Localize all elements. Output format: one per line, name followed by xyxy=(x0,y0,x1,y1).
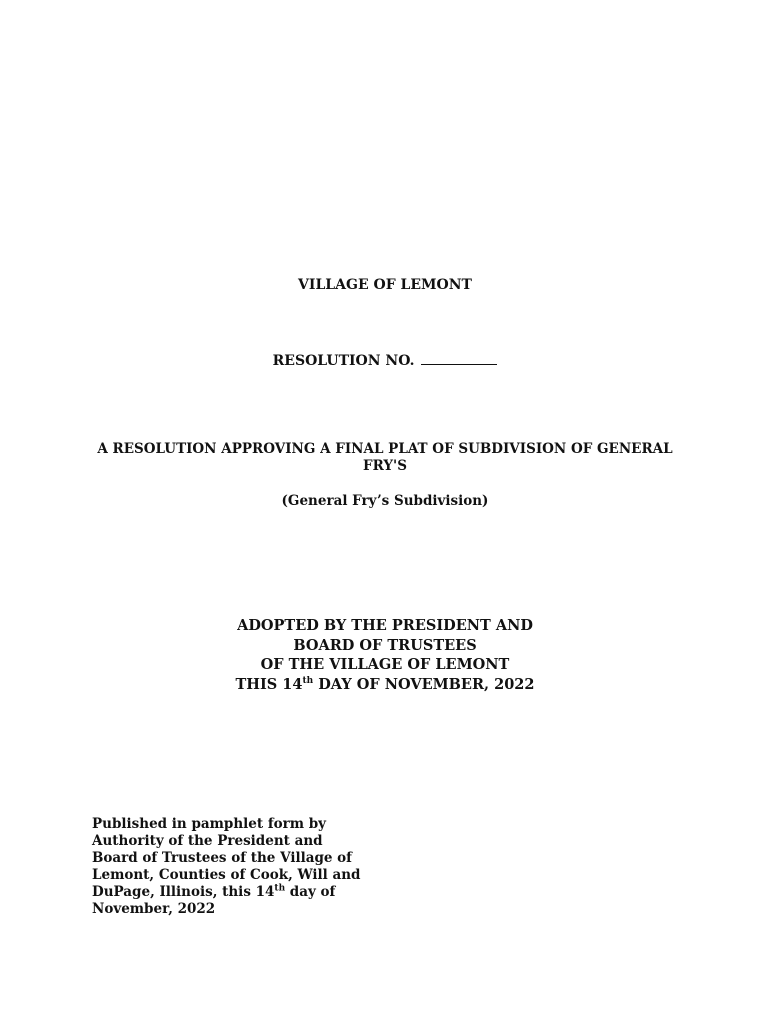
resolution-number-line xyxy=(0,351,770,371)
publication-line-2: Authority of the President and xyxy=(92,833,323,849)
publication-date-suffix: day of xyxy=(285,884,336,900)
village-heading: VILLAGE OF LEMONT xyxy=(298,277,472,293)
resolution-title-line-2: FRY'S xyxy=(363,458,407,474)
resolution-number-blank xyxy=(421,351,497,365)
resolution-title-line-1: A RESOLUTION APPROVING A FINAL PLAT OF SUBDIVISION OF GENERAL xyxy=(97,441,673,457)
publication-line-4: Lemont, Counties of Cook, Will and xyxy=(92,867,361,883)
adoption-statement xyxy=(0,616,770,694)
publication-line-5 xyxy=(92,884,362,901)
publication-line-6: November, 2022 xyxy=(92,901,216,917)
resolution-subtitle: (General Fry’s Subdivision) xyxy=(281,493,489,509)
adoption-line-4 xyxy=(0,675,770,695)
publication-notice xyxy=(92,816,362,918)
publication-line-3: Board of Trustees of the Village of xyxy=(92,850,352,866)
adoption-date-suffix: DAY OF NOVEMBER, 2022 xyxy=(313,675,535,693)
adoption-date-prefix: THIS 14 xyxy=(235,675,303,693)
publication-date-ordinal: th xyxy=(274,883,286,894)
adoption-date-ordinal: th xyxy=(302,675,314,686)
publication-date-prefix: DuPage, Illinois, this 14 xyxy=(92,884,275,900)
resolution-title xyxy=(92,441,678,475)
resolution-label: RESOLUTION NO. xyxy=(272,353,415,369)
adoption-line-2: BOARD OF TRUSTEES xyxy=(293,636,477,654)
adoption-line-3: OF THE VILLAGE OF LEMONT xyxy=(260,656,510,673)
publication-line-1: Published in pamphlet form by xyxy=(92,816,327,832)
adoption-line-1: ADOPTED BY THE PRESIDENT AND xyxy=(237,617,533,634)
